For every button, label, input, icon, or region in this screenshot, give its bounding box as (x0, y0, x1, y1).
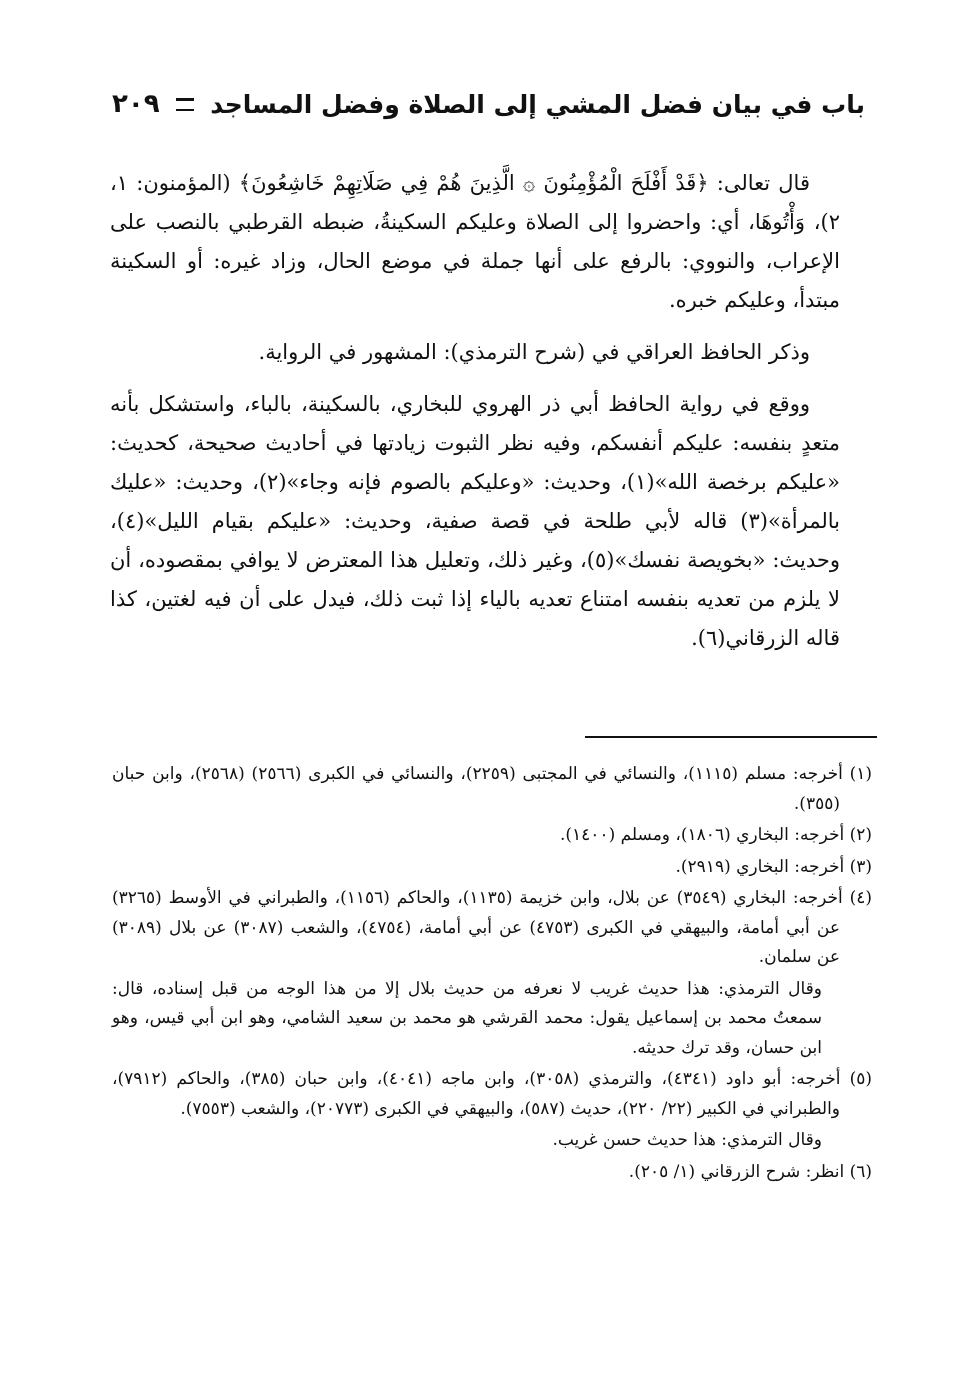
page-number: ٢٠٩ (112, 89, 160, 119)
footnote-5: (٥) أخرجه: أبو داود (٤٣٤١)، والترمذي (٣٠٥٨)، وابن ماجه (٤٠٤١)، وابن حبان (٣٨٥)، والحاكم (٧٩١٢)، والطبراني في الكبير (٢٢/ ٢٢٠)، حديث (٥٨٧)، والبيهقي في الكبرى (٢٠٧٧٣)، والشعب (٧٥٥٣). (112, 1069, 872, 1119)
main-text (110, 164, 840, 671)
footnote-4-comment: وقال الترمذي: هذا حديث غريب لا نعرفه من حديث بلال إلا من هذا الوجه من قبل إسناده، قال: سمعتُ محمد بن إسماعيل يقول: محمد القرشي هو محمد بن سعيد الشامي، وهو ابن أبي قيس، وهو ابن حسان، وقد ترك حديثه. (112, 978, 822, 1058)
header-rule (176, 98, 195, 111)
footnote-4: (٤) أخرجه: البخاري (٣٥٤٩) عن بلال، وابن خزيمة (١١٣٥)، والحاكم (١١٥٦)، والطبراني في الأوسط (٣٢٦٥) عن أبي أمامة، والبيهقي في الكبرى (٤٧٥٣) عن أبي أمامة، (٤٧٥٤)، والشعب (٣٠٨٧) عن بلال (٣٠٨٩) عن سلمان. (112, 888, 873, 967)
footnote-divider (585, 736, 877, 738)
running-header (112, 84, 865, 124)
footnote-3: (٣) أخرجه: البخاري (٢٩١٩). (675, 856, 872, 877)
paragraph-3: ووقع في رواية الحافظ أبي ذر الهروي للبخاري، بالسكينة، بالباء، واستشكل بأنه متعدٍ بنفسه: عليكم أنفسكم، وفيه نظر الثبوت زيادتها في أحاديث صحيحة، كحديث: «عليكم برخصة الله»(١)، وحديث: «وعليكم بالصوم فإنه وجاء»(٢)، وحديث: «عليك بالمرأة»(٣) قاله لأبي طلحة في قصة صفية، وحديث: «عليكم بقيام الليل»(٤)، وحديث: «بخويصة نفسك»(٥)، وغير ذلك، وتعليل هذا المعترض لا يوافي بمقصوده، أن لا يلزم من تعديه بنفسه امتناع تعديه بالياء إذا ثبت ذلك، فيدل على أن فيه لغتين، كذا قاله الزرقاني(٦). (110, 392, 841, 650)
paragraph-1: قال تعالى: ﴿قَدْ أَفْلَحَ الْمُؤْمِنُونَ ۞ الَّذِينَ هُمْ فِي صَلَاتِهِمْ خَاشِعُونَ﴾ (المؤمنون: ١، ٢)، وَأْتُوهَا، أي: واحضروا إلى الصلاة وعليكم السكينةُ، ضبطه القرطبي بالنصب على الإعراب، والنووي: بالرفع على أنها جملة في موضع الحال، وزاد غيره: أو السكينة مبتدأ، وعليكم خبره. (110, 171, 840, 312)
footnote-2: (٢) أخرجه: البخاري (١٨٠٦)، ومسلم (١٤٠٠). (559, 825, 872, 845)
footnote-1: (١) أخرجه: مسلم (١١١٥)، والنسائي في المجتبى (٢٢٥٩)، والنسائي في الكبرى (٢٥٦٦) (٢٥٦٨)، وابن حبان (٣٥٥). (112, 764, 873, 814)
footnote-6: (٦) انظر: شرح الزرقاني (١/ ٢٠٥). (628, 1161, 872, 1182)
footnote-5-comment: وقال الترمذي: هذا حديث حسن غريب. (552, 1130, 822, 1150)
chapter-title: باب في بيان فضل المشي إلى الصلاة وفضل المساجد (210, 89, 865, 119)
footnotes (112, 760, 872, 1189)
paragraph-2: وذكر الحافظ العراقي في (شرح الترمذي): المشهور في الرواية. (258, 340, 810, 364)
